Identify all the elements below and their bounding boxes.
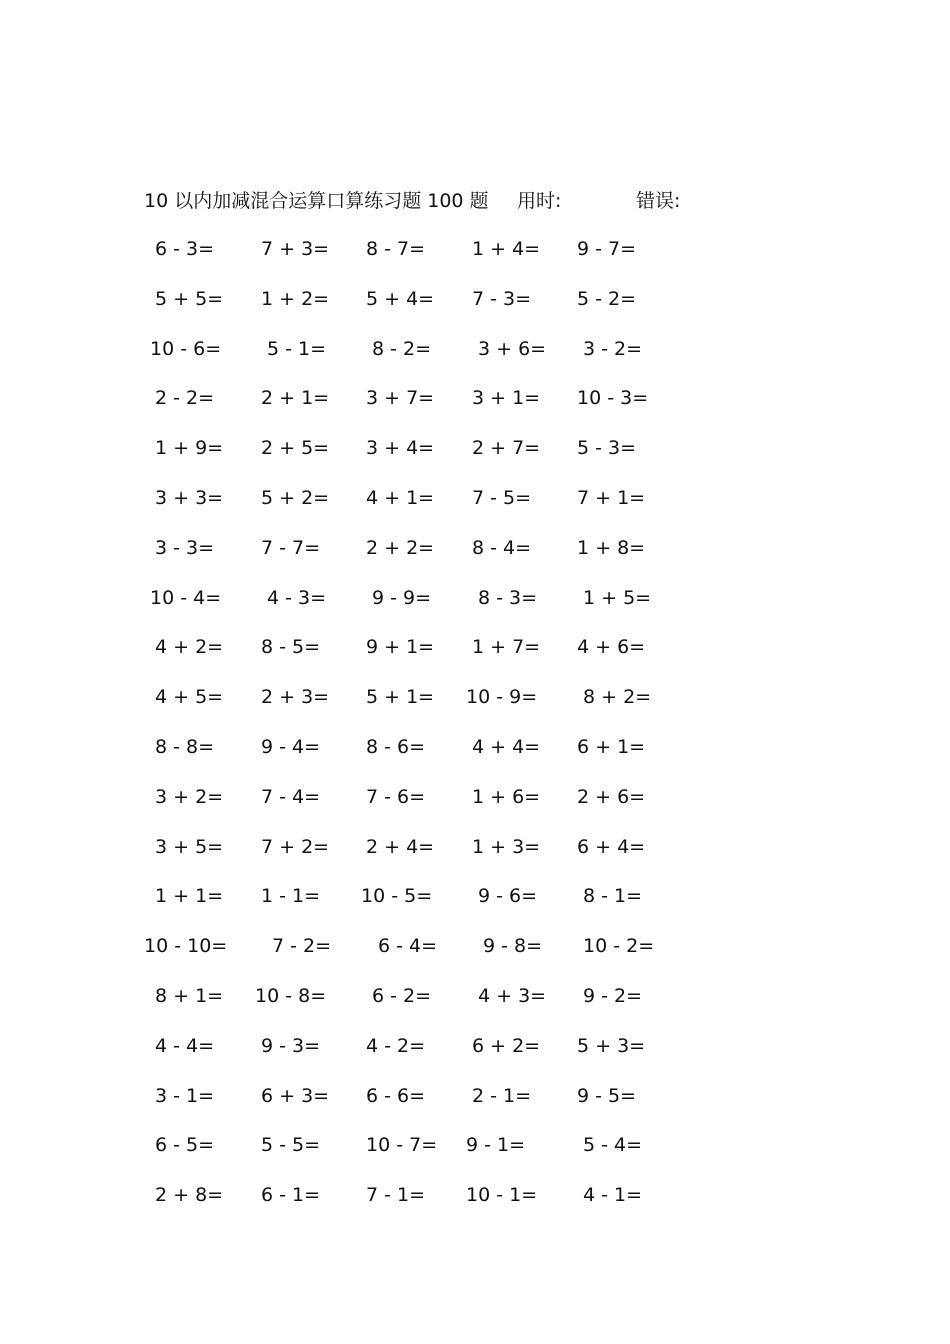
- problem-cell: 3 + 6=: [478, 337, 547, 360]
- problem-cell: 8 + 2=: [583, 686, 652, 709]
- problem-cell: 10 - 4=: [150, 586, 222, 609]
- problem-cell: 1 + 2=: [261, 287, 330, 310]
- problem-cell: 2 - 1=: [472, 1084, 532, 1107]
- problem-cell: 10 - 7=: [366, 1134, 438, 1157]
- problem-cell: 8 - 8=: [155, 735, 215, 758]
- problem-row: [144, 1180, 704, 1230]
- problem-cell: 4 - 2=: [366, 1034, 426, 1057]
- problem-cell: 3 - 1=: [155, 1084, 215, 1107]
- problem-cell: 9 - 7=: [577, 238, 637, 260]
- problem-row: [144, 1130, 704, 1180]
- problem-cell: 1 + 6=: [472, 785, 541, 808]
- problem-cell: 7 + 2=: [261, 835, 330, 858]
- problem-cell: 7 - 7=: [261, 536, 321, 559]
- problem-cell: 1 + 5=: [583, 586, 652, 609]
- problem-cell: 10 - 8=: [255, 984, 327, 1007]
- problem-grid: [144, 234, 704, 1230]
- problem-cell: 5 - 1=: [267, 337, 327, 360]
- worksheet-title: 10 以内加减混合运算口算练习题 100 题: [144, 190, 489, 212]
- problem-cell: 5 - 2=: [577, 287, 637, 310]
- problem-cell: 8 - 4=: [472, 536, 532, 559]
- problem-cell: 8 - 3=: [478, 586, 538, 609]
- problem-cell: 3 - 3=: [155, 536, 215, 559]
- problem-cell: 6 - 5=: [155, 1134, 215, 1157]
- problem-cell: 10 - 1=: [466, 1184, 538, 1207]
- problem-cell: 7 - 4=: [261, 785, 321, 808]
- problem-cell: 1 + 4=: [472, 238, 541, 260]
- problem-cell: 5 + 5=: [155, 287, 224, 310]
- problem-cell: 4 + 4=: [472, 735, 541, 758]
- problem-cell: 7 - 6=: [366, 785, 426, 808]
- problem-cell: 10 - 10=: [144, 935, 228, 958]
- problem-cell: 3 + 4=: [366, 437, 435, 460]
- problem-row: [144, 334, 704, 384]
- problem-row: [144, 782, 704, 832]
- problem-cell: 9 - 8=: [483, 935, 543, 958]
- problem-cell: 7 - 1=: [366, 1184, 426, 1207]
- problem-cell: 8 - 2=: [372, 337, 432, 360]
- problem-cell: 6 + 1=: [577, 735, 646, 758]
- problem-cell: 6 - 2=: [372, 984, 432, 1007]
- problem-row: [144, 931, 704, 981]
- problem-cell: 1 + 9=: [155, 437, 224, 460]
- problem-cell: 3 + 7=: [366, 387, 435, 410]
- problem-cell: 10 - 2=: [583, 935, 655, 958]
- problem-cell: 6 + 4=: [577, 835, 646, 858]
- problem-cell: 5 + 4=: [366, 287, 435, 310]
- problem-cell: 3 + 5=: [155, 835, 224, 858]
- problem-row: [144, 533, 704, 583]
- problem-cell: 4 + 3=: [478, 984, 547, 1007]
- problem-cell: 6 - 3=: [155, 238, 215, 260]
- problem-cell: 7 - 3=: [472, 287, 532, 310]
- problem-cell: 5 - 4=: [583, 1134, 643, 1157]
- problem-cell: 5 + 1=: [366, 686, 435, 709]
- problem-cell: 5 - 5=: [261, 1134, 321, 1157]
- problem-cell: 7 - 5=: [472, 486, 532, 509]
- errors-label: 错误:: [636, 190, 681, 212]
- problem-cell: 9 - 9=: [372, 586, 432, 609]
- problem-row: [144, 981, 704, 1031]
- problem-cell: 10 - 9=: [466, 686, 538, 709]
- problem-cell: 2 + 8=: [155, 1184, 224, 1207]
- problem-cell: 1 + 3=: [472, 835, 541, 858]
- problem-cell: 5 - 3=: [577, 437, 637, 460]
- problem-cell: 1 + 7=: [472, 636, 541, 659]
- problem-cell: 7 - 2=: [272, 935, 332, 958]
- problem-cell: 4 - 4=: [155, 1034, 215, 1057]
- problem-cell: 3 - 2=: [583, 337, 643, 360]
- problem-row: [144, 832, 704, 882]
- problem-cell: 2 + 7=: [472, 437, 541, 460]
- problem-cell: 9 - 5=: [577, 1084, 637, 1107]
- problem-cell: 2 + 6=: [577, 785, 646, 808]
- problem-row: [144, 1081, 704, 1131]
- problem-row: [144, 881, 704, 931]
- problem-cell: 4 + 2=: [155, 636, 224, 659]
- problem-cell: 5 + 2=: [261, 486, 330, 509]
- problem-cell: 1 - 1=: [261, 885, 321, 908]
- problem-row: [144, 632, 704, 682]
- problem-cell: 2 + 4=: [366, 835, 435, 858]
- problem-cell: 8 - 6=: [366, 735, 426, 758]
- problem-cell: 3 + 3=: [155, 486, 224, 509]
- problem-cell: 2 + 3=: [261, 686, 330, 709]
- problem-cell: 1 + 8=: [577, 536, 646, 559]
- problem-cell: 9 - 2=: [583, 984, 643, 1007]
- problem-cell: 4 + 5=: [155, 686, 224, 709]
- problem-cell: 7 + 1=: [577, 486, 646, 509]
- problem-cell: 10 - 5=: [361, 885, 433, 908]
- problem-cell: 8 - 5=: [261, 636, 321, 659]
- problem-cell: 6 + 3=: [261, 1084, 330, 1107]
- problem-cell: 10 - 6=: [150, 337, 222, 360]
- problem-row: [144, 383, 704, 433]
- problem-row: [144, 583, 704, 633]
- time-used-label: 用时:: [517, 190, 562, 212]
- problem-cell: 2 + 5=: [261, 437, 330, 460]
- problem-cell: 8 + 1=: [155, 984, 224, 1007]
- problem-cell: 6 - 1=: [261, 1184, 321, 1207]
- problem-cell: 4 - 1=: [583, 1184, 643, 1207]
- problem-row: [144, 732, 704, 782]
- worksheet-header: [144, 186, 764, 216]
- problem-cell: 9 - 6=: [478, 885, 538, 908]
- problem-cell: 3 + 1=: [472, 387, 541, 410]
- problem-cell: 6 - 4=: [378, 935, 438, 958]
- problem-cell: 9 - 4=: [261, 735, 321, 758]
- problem-cell: 6 + 2=: [472, 1034, 541, 1057]
- problem-row: [144, 234, 704, 284]
- problem-cell: 2 + 2=: [366, 536, 435, 559]
- problem-cell: 2 + 1=: [261, 387, 330, 410]
- problem-cell: 9 - 3=: [261, 1034, 321, 1057]
- problem-cell: 3 + 2=: [155, 785, 224, 808]
- problem-cell: 1 + 1=: [155, 885, 224, 908]
- problem-cell: 10 - 3=: [577, 387, 649, 410]
- problem-cell: 4 + 1=: [366, 486, 435, 509]
- problem-cell: 8 - 7=: [366, 238, 426, 260]
- problem-row: [144, 284, 704, 334]
- problem-cell: 4 + 6=: [577, 636, 646, 659]
- problem-row: [144, 433, 704, 483]
- problem-cell: 9 - 1=: [466, 1134, 526, 1157]
- problem-cell: 5 + 3=: [577, 1034, 646, 1057]
- problem-row: [144, 682, 704, 732]
- problem-cell: 8 - 1=: [583, 885, 643, 908]
- problem-row: [144, 483, 704, 533]
- problem-cell: 6 - 6=: [366, 1084, 426, 1107]
- problem-cell: 2 - 2=: [155, 387, 215, 410]
- problem-cell: 7 + 3=: [261, 238, 330, 260]
- problem-cell: 4 - 3=: [267, 586, 327, 609]
- problem-row: [144, 1031, 704, 1081]
- problem-cell: 9 + 1=: [366, 636, 435, 659]
